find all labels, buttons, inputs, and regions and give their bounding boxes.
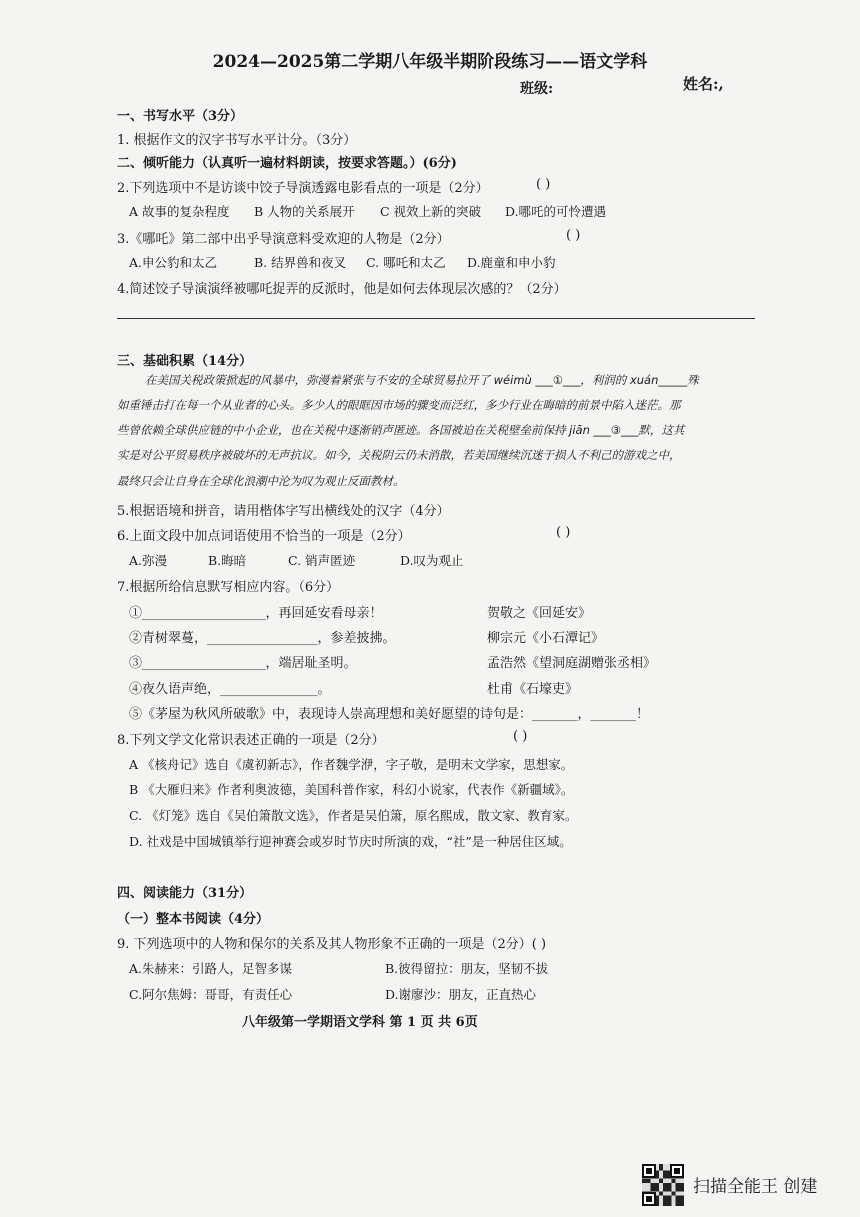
section-heading-3: 三、基础积累（14分） (117, 354, 253, 369)
question-2: 2.下列选项中不是访谈中饺子导演透露电影看点的一项是（2分） (117, 181, 489, 196)
option-2b: B 人物的关系展开 (254, 204, 355, 219)
option-3a: A.申公豹和太乙 (129, 255, 218, 270)
question-6: 6.上面文段中加点词语使用不恰当的一项是（2分） (117, 529, 411, 544)
recite-line-5: ⑤《茅屋为秋风所破歌》中，表现诗人崇高理想和美好愿望的诗句是：_______，_______！ (129, 707, 650, 722)
subsection-heading: （一）整本书阅读（4分） (117, 912, 270, 927)
passage-line-4: 实是对公平贸易秩序被破坏的无声抗议。如今，关税阴云仍未消散，若美国继续沉迷于损人不利己的游戏之中， (117, 448, 681, 462)
recite-source-3: 孟浩然《望洞庭湖赠张丞相》 (487, 656, 657, 671)
option-6b: B.晦暗 (208, 553, 247, 568)
passage-line-1: 在美国关税政策掀起的风暴中，弥漫着紧张与不安的全球贸易拉开了 wéimù ___①___，利润的 xuán_____殊 (145, 373, 699, 387)
section-heading-4: 四、阅读能力（31分） (117, 886, 253, 901)
recite-source-4: 杜甫《石壕吏》 (487, 682, 579, 697)
question-5: 5.根据语境和拼音，请用楷体字写出横线处的汉字（4分） (117, 504, 450, 519)
recite-source-1: 贺敬之《回延安》 (487, 606, 592, 621)
recite-line-1: ①___________________，再回延安看母亲！ (129, 606, 383, 621)
option-8c: C. 《灯笼》选自《吴伯箫散文选》，作者是吴伯箫，原名熙成，散文家、教育家。 (129, 808, 578, 823)
option-2c: C 视效上新的突破 (380, 204, 482, 219)
name-label: 姓名:, (683, 75, 724, 93)
option-9b: B.彼得留拉：朋友，坚韧不拔 (385, 961, 549, 976)
answer-paren-8: ( ) (513, 729, 528, 744)
answer-line-4 (117, 318, 755, 319)
option-6c: C. 销声匿迹 (288, 553, 356, 568)
option-9c: C.阿尔焦姆：哥哥，有责任心 (129, 987, 293, 1002)
option-2a: A 故事的复杂程度 (129, 204, 230, 219)
recite-source-2: 柳宗元《小石潭记》 (487, 631, 605, 646)
option-8b: B 《大雁归来》作者利奥波德，美国科普作家，科幻小说家，代表作《新疆域》。 (129, 782, 574, 797)
page-footer: 八年级第一学期语文学科 第 1 页 共 6页 (242, 1015, 478, 1030)
answer-paren-2: ( ) (536, 177, 551, 192)
option-6a: A.弥漫 (129, 553, 168, 568)
recite-line-4: ④夜久语声绝，_______________。 (129, 682, 331, 697)
option-9a: A.朱赫来：引路人，足智多谋 (129, 961, 293, 976)
passage-line-2: 如重锤击打在每一个从业者的心头。多少人的眼眶因市场的骤变而泛红，多少行业在晦暗的前景中陷入迷茫。那 (117, 398, 681, 412)
option-8a: A 《核舟记》选自《虞初新志》，作者魏学洢，字子敬，是明末文学家，思想家。 (129, 757, 574, 772)
recite-line-2: ②青树翠蔓，_________________，参差披拂。 (129, 631, 396, 646)
passage-line-5: 最终只会让自身在全球化浪潮中沦为叹为观止反面教材。 (117, 474, 405, 488)
question-7: 7.根据所给信息默写相应内容。（6分） (117, 580, 340, 595)
page-title: 2024—2025第二学期八年级半期阶段练习——语文学科 (212, 52, 648, 72)
question-8: 8.下列文学文化常识表述正确的一项是（2分） (117, 733, 385, 748)
option-3c: C. 哪吒和太乙 (366, 255, 446, 270)
question-4: 4.简述饺子导演演绎被哪吒捉弄的反派时，他是如何去体现层次感的？（2分） (117, 282, 567, 297)
section-heading-1: 一、书写水平（3分） (117, 109, 244, 124)
option-3d: D.鹿童和申小豹 (467, 255, 556, 270)
option-3b: B. 结界兽和夜叉 (254, 255, 347, 270)
answer-paren-3: ( ) (566, 228, 581, 243)
scanner-watermark: 扫描全能王 创建 (693, 1177, 818, 1197)
class-label: 班级: (520, 81, 554, 97)
question-3: 3.《哪吒》第二部中出乎导演意料受欢迎的人物是（2分） (117, 232, 450, 247)
option-9d: D.谢廖沙：朋友，正直热心 (385, 987, 537, 1002)
option-6d: D.叹为观止 (400, 553, 464, 568)
section-heading-2: 二、倾听能力（认真听一遍材料朗读，按要求答题。）(6分) (117, 156, 457, 171)
option-8d: D. 社戏是中国城镇举行迎神赛会或岁时节庆时所演的戏，“社”是一种居住区域。 (129, 834, 572, 849)
question-9: 9. 下列选项中的人物和保尔的关系及其人物形象不正确的一项是（2分）( ) (117, 937, 547, 952)
recite-line-3: ③___________________，端居耻圣明。 (129, 656, 357, 671)
answer-paren-6: ( ) (556, 525, 571, 540)
question-1: 1. 根据作文的汉字书写水平计分。（3分） (117, 133, 357, 148)
qr-code-icon (642, 1164, 684, 1206)
option-2d: D.哪吒的可怜遭遇 (505, 204, 607, 219)
passage-line-3: 些曾依赖全球供应链的中小企业，也在关税中逐渐销声匿迹。各国被迫在关税壁垒前保持 jiān ___③___默，这其 (117, 423, 685, 437)
